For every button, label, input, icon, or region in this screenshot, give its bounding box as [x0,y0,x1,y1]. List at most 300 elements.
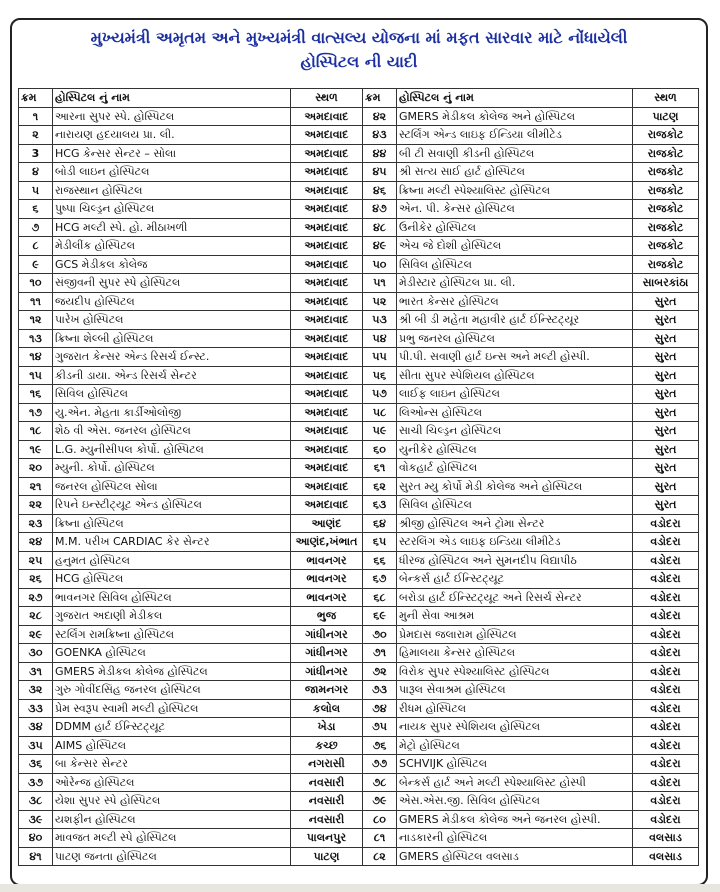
hospital-city: વડોદરા [633,755,699,774]
hospital-city: સુરત [633,348,699,367]
hospital-name: રાજસ્થાન હોસ્પિટલ [53,181,291,200]
table-header-row [19,89,699,108]
entry-number: ૫૬ [363,366,397,385]
entry-number: ૨૮ [19,607,53,626]
hospital-city: રાજકોટ [633,218,699,237]
table-row [19,570,699,589]
entry-number: ૨૭ [19,588,53,607]
hospital-name: શ્રીજી હોસ્પિટલ અને ટ્રોમા સેન્ટર [397,514,633,533]
hospital-name: બા કેન્સર સેન્ટર [53,755,291,774]
hospital-name: યુનીકેર હોસ્પિટલ [397,440,633,459]
table-row [19,218,699,237]
hospital-city: રાજકોટ [633,144,699,163]
header-no-right: ક્રમ [363,89,397,108]
entry-number: ૪૮ [363,218,397,237]
hospital-name: પ્રેમદાસ જલારામ હોસ્પિટલ [397,625,633,644]
title-line-1: મુખ્યમંત્રી અમૃતમ અને મુખ્યમંત્રી વાત્સલ્ય યોજના માં મફત સારવાર માટે નોંધાયેલી [90,28,628,47]
entry-number: ૬૦ [363,440,397,459]
hospital-city: રાજકોટ [633,237,699,256]
hospital-name: નાયક સુપર સ્પેશિયલ હોસ્પિટલ [397,718,633,737]
hospital-name: ગુરુ ગોવીંદસિંહ જનરલ હોસ્પિટલ [53,681,291,700]
page-title [10,26,708,74]
hospital-name: રીધમ હોસ્પિટલ [397,699,633,718]
entry-number: ૪૦ [19,829,53,848]
hospital-name: પ્રભુ જનરલ હોસ્પિટલ [397,329,633,348]
table-row [19,755,699,774]
hospital-city: સુરત [633,496,699,515]
entry-number: ૭ [19,218,53,237]
hospital-city: ભાવનગર [291,588,363,607]
hospital-city: અમદાવાદ [291,366,363,385]
hospital-city: વડોદરા [633,644,699,663]
hospital-city: અમદાવાદ [291,459,363,478]
header-name-right: હોસ્પિટલ નું નામ [397,89,633,108]
entry-number: ૩૭ [19,773,53,792]
hospital-name: યેશા સુપર સ્પે હોસ્પિટલ [53,792,291,811]
hospital-name: પારેખ હોસ્પિટલ [53,311,291,330]
header-city-left: સ્થળ [291,89,363,108]
entry-number: ૬૬ [363,551,397,570]
entry-number: 3 [19,144,53,163]
entry-number: ૬૯ [363,607,397,626]
hospital-name: શ્રી બી ડી મહેતા મહાવીર હાર્ટ ઈન્સ્ટિટ્યૂર [397,311,633,330]
entry-number: ૩૧ [19,662,53,681]
hospital-city: નગરાસી [291,755,363,774]
hospital-name: GMERS મેડીકલ કોલેજ અને હોસ્પિટલ [397,107,633,126]
entry-number: ૧૫ [19,366,53,385]
hospital-city: અમદાવાદ [291,422,363,441]
hospital-city: વલસાડ [633,829,699,848]
table-row [19,385,699,404]
entry-number: ૧૪ [19,348,53,367]
hospital-name: બેન્કર્સ હાર્ટ અને મલ્ટી સ્પેશ્યાલિસ્ટ હોસ્પી [397,773,633,792]
hospital-name: મેડીસ્ટાર હોસ્પિટલ પ્રા. લી. [397,274,633,293]
entry-number: ૫૪ [363,329,397,348]
table-row [19,422,699,441]
hospital-city: અમદાવાદ [291,311,363,330]
bottom-shadow [0,884,720,892]
entry-number: ૪૬ [363,181,397,200]
hospital-city: અમદાવાદ [291,107,363,126]
entry-number: ૬ [19,200,53,219]
hospital-name: રિપને ઇન્સ્ટીટ્યૂટ એન્ડ હોસ્પિટલ [53,496,291,515]
entry-number: ૩૯ [19,810,53,829]
entry-number: ૭૯ [363,792,397,811]
hospital-city: નવસારી [291,792,363,811]
hospital-city: પાલનપુર [291,829,363,848]
entry-number: ૬૫ [363,533,397,552]
entry-number: ૧૮ [19,422,53,441]
hospital-name: લિઓન્સ હોસ્પિટલ [397,403,633,422]
header-city-right: સ્થળ [633,89,699,108]
hospital-city: અમદાવાદ [291,274,363,293]
hospital-city: સુરત [633,440,699,459]
hospital-city: અમદાવાદ [291,126,363,145]
hospital-name: M.M. પરીખ CARDIAC કેર સેન્ટર [53,533,291,552]
hospital-city: વડોદરા [633,699,699,718]
hospital-name: HCG કેન્સર સેન્ટર – સોલા [53,144,291,163]
hospital-name: લાઈફ લાઇન હોસ્પિટલ [397,385,633,404]
hospital-city: સુરત [633,366,699,385]
hospital-city: અમદાવાદ [291,292,363,311]
hospital-name: પાટણ જનતા હોસ્પિટલ [53,847,291,866]
hospital-name: શ્રી સત્ય સાઈ હાર્ટ હોસ્પિટલ [397,163,633,182]
hospital-name: એસ.એસ.જી. સિવિલ હોસ્પિટલ [397,792,633,811]
hospital-name: ઓરેન્જ હોસ્પિટલ [53,773,291,792]
hospital-city: વડોદરા [633,514,699,533]
hospital-name: પારૂલ સેવાશ્રમ હોસ્પિટલ [397,681,633,700]
hospital-city: ખેડા [291,718,363,737]
hospital-name: પી.પી. સવાણી હાર્ટ ઇન્સ અને મલ્ટી હોસ્પી. [397,348,633,367]
hospital-name: માવજત મલ્ટી સ્પે હોસ્પિટલ [53,829,291,848]
entry-number: ૧૨ [19,311,53,330]
hospital-city: નવસારી [291,810,363,829]
hospital-city: સુરત [633,292,699,311]
entry-number: ૫ [19,181,53,200]
hospital-name: AIMS હોસ્પિટલ [53,736,291,755]
entry-number: ૫૧ [363,274,397,293]
hospital-name: HCG હોસ્પિટલ [53,570,291,589]
table-row [19,126,699,145]
hospital-name: હનુમત હોસ્પિટલ [53,551,291,570]
hospital-name: GMERS મેડીકલ કોલેજ અને જનરલ હોસ્પી. [397,810,633,829]
table-row [19,810,699,829]
hospital-name: મ્યુની. કોર્પો. હોસ્પિટલ [53,459,291,478]
hospital-name: આરના સુપર સ્પે. હોસ્પિટલ [53,107,291,126]
table-row [19,255,699,274]
entry-number: ૪૫ [363,163,397,182]
entry-number: ૫૮ [363,403,397,422]
hospital-name: નારાયણ હદયાલય પ્રા. લી. [53,126,291,145]
hospital-city: અમદાવાદ [291,477,363,496]
entry-number: ૬૮ [363,588,397,607]
hospital-name: SCHVIJK હોસ્પિટલ [397,755,633,774]
hospital-name: સ્ટર્લિંગ રામક્રિષ્ના હોસ્પિટલ [53,625,291,644]
hospital-city: ભાવનગર [291,551,363,570]
hospital-name: નાડકારની હોસ્પિટલ [397,829,633,848]
hospital-city: અમદાવાદ [291,163,363,182]
hospital-name: ગુજરાત કેન્સર એન્ડ રિસર્ચ ઈન્સ્ટ. [53,348,291,367]
hospital-city: વડોદરા [633,625,699,644]
table-row [19,144,699,163]
entry-number: ૧૯ [19,440,53,459]
table-row [19,681,699,700]
hospital-city: ગાંધીનગર [291,625,363,644]
entry-number: ૭૮ [363,773,397,792]
hospital-name: યશફીન હોસ્પિટલ [53,810,291,829]
hospital-city: સુરત [633,329,699,348]
table-row [19,329,699,348]
entry-number: ૭૪ [363,699,397,718]
entry-number: ૨૩ [19,514,53,533]
hospital-city: સુરત [633,403,699,422]
entry-number: ૭૦ [363,625,397,644]
hospital-table [18,88,699,866]
entry-number: ૧૦ [19,274,53,293]
table-row [19,699,699,718]
hospital-name: DDMM હાર્ટ ઈન્સ્ટિટ્યૂટ [53,718,291,737]
hospital-city: સાબરકાંઠા [633,274,699,293]
table-row [19,348,699,367]
table-row [19,847,699,866]
table-row [19,662,699,681]
hospital-name: ભારત કેન્સર હોસ્પિટલ [397,292,633,311]
table-row [19,718,699,737]
hospital-city: રાજકોટ [633,200,699,219]
entry-number: ૩૦ [19,644,53,663]
table-row [19,107,699,126]
hospital-name: બરોડા હાર્ટ ઈન્સ્ટિટ્યૂટ અને રિસર્ચ સેન્ટર [397,588,633,607]
table-row [19,533,699,552]
hospital-city: સુરત [633,459,699,478]
hospital-name: જનરલ હોસ્પિટલ સોલા [53,477,291,496]
hospital-name: ઉનીકેર હોસ્પિટલ [397,218,633,237]
entry-number: ૮૨ [363,847,397,866]
hospital-name: સુરત મ્યુ કોર્પો મેડી કોલેજ અને હોસ્પિટલ [397,477,633,496]
entry-number: ૬૪ [363,514,397,533]
entry-number: ૫૯ [363,422,397,441]
entry-number: ૩૮ [19,792,53,811]
hospital-name: સીતા સુપર સ્પેશિયલ હોસ્પિટલ [397,366,633,385]
entry-number: ૩૩ [19,699,53,718]
entry-number: ૫૨ [363,292,397,311]
title-line-2: હોસ્પિટલ ની યાદી [300,52,418,71]
hospital-city: વડોદરા [633,533,699,552]
hospital-name: ધીરજ હોસ્પિટલ અને સુમનદીપ વિદ્યાપીઠ [397,551,633,570]
hospital-name: ભાવનગર સિવિલ હોસ્પિટલ [53,588,291,607]
table-row [19,588,699,607]
hospital-city: રાજકોટ [633,255,699,274]
hospital-name: વિરોક સુપર સ્પેશ્યાલિસ્ટ હોસ્પિટલ [397,662,633,681]
hospital-name: મેટ્રો હોસ્પિટલ [397,736,633,755]
hospital-name: સંજીવની સુપર સ્પે હોસ્પિટલ [53,274,291,293]
hospital-city: આણંદ,ખંભાત [291,533,363,552]
table-row [19,792,699,811]
hospital-name: GMERS મેડીકલ કોલેજ હોસ્પિટલ [53,662,291,681]
hospital-city: અમદાવાદ [291,255,363,274]
hospital-name: હિમાલયા કેન્સર હોસ્પિટલ [397,644,633,663]
hospital-city: સુરત [633,385,699,404]
hospital-name: સિવિલ હોસ્પિટલ [397,255,633,274]
table-row [19,607,699,626]
entry-number: ૩૨ [19,681,53,700]
entry-number: ૪૩ [363,126,397,145]
entry-number: ૪૪ [363,144,397,163]
entry-number: ૪૭ [363,200,397,219]
entry-number: ૨૨ [19,496,53,515]
hospital-city: અમદાવાદ [291,237,363,256]
table-row [19,459,699,478]
entry-number: ૧૭ [19,403,53,422]
hospital-city: વડોદરા [633,570,699,589]
table-row [19,736,699,755]
hospital-name: બોડી લાઇન હોસ્પિટલ [53,163,291,182]
entry-number: ૨૬ [19,570,53,589]
hospital-name: બી ટી સવાણી કીડની હોસ્પિટલ [397,144,633,163]
entry-number: ૮૦ [363,810,397,829]
hospital-name: મુની સેવા આશ્રમ [397,607,633,626]
entry-number: ૧૧ [19,292,53,311]
hospital-name: પુષ્પા ચિલ્ડ્રન હોસ્પિટલ [53,200,291,219]
hospital-name: સિવિલ હોસ્પિટલ [397,496,633,515]
hospital-city: પાટણ [633,107,699,126]
table-row [19,829,699,848]
hospital-city: અમદાવાદ [291,144,363,163]
hospital-name: યુ.એન. મેહતા કાર્ડીઓલોજી [53,403,291,422]
entry-number: ૫૩ [363,311,397,330]
table-row [19,200,699,219]
hospital-city: રાજકોટ [633,181,699,200]
hospital-city: આણંદ [291,514,363,533]
table-row [19,366,699,385]
hospital-name: ક્રિષ્ના શેલ્બી હોસ્પિટલ [53,329,291,348]
hospital-name: HCG મલ્ટી સ્પે. હો. મીઠાખળી [53,218,291,237]
hospital-city: ગાંધીનગર [291,644,363,663]
table-row [19,163,699,182]
hospital-city: અમદાવાદ [291,218,363,237]
hospital-city: રાજકોટ [633,163,699,182]
hospital-name: GMERS હોસ્પિટલ વલસાડ [397,847,633,866]
hospital-name: શેઠ વી એસ. જનરલ હોસ્પિટલ [53,422,291,441]
hospital-city: વડોદરા [633,792,699,811]
hospital-city: અમદાવાદ [291,403,363,422]
hospital-city: જામનગર [291,681,363,700]
entry-number: ૩૬ [19,755,53,774]
hospital-name: મેડીલીંક હોસ્પિટલ [53,237,291,256]
table-row [19,625,699,644]
header-name-left: હોસ્પિટલ નું નામ [53,89,291,108]
hospital-city: ભુજ [291,607,363,626]
hospital-name: ક્રિષ્ના મલ્ટી સ્પેશ્યાલિસ્ટ હોસ્પિટલ [397,181,633,200]
hospital-name: GCS મેડીકલ કોલેજ [53,255,291,274]
hospital-city: નવસારી [291,773,363,792]
table-row [19,644,699,663]
entry-number: ૨૧ [19,477,53,496]
hospital-city: વડોદરા [633,588,699,607]
table-row [19,440,699,459]
table-row [19,514,699,533]
table-row [19,311,699,330]
entry-number: ૬૧ [363,459,397,478]
hospital-city: વડોદરા [633,773,699,792]
header-no-left: ક્રમ [19,89,53,108]
table-body [19,107,699,866]
hospital-city: સુરત [633,311,699,330]
table-row [19,773,699,792]
hospital-city: વડોદરા [633,662,699,681]
hospital-name: વોકહાર્ટ હોસ્પિટલ [397,459,633,478]
hospital-name: બેન્કર્સ હાર્ટ ઈન્સ્ટિટ્યૂટ [397,570,633,589]
entry-number: ૨૯ [19,625,53,644]
hospital-city: સુરત [633,422,699,441]
hospital-city: પાટણ [291,847,363,866]
hospital-city: સુરત [633,477,699,496]
entry-number: ૧૬ [19,385,53,404]
table-row [19,551,699,570]
entry-number: ૭૫ [363,718,397,737]
entry-number: ૨૫ [19,551,53,570]
hospital-city: અમદાવાદ [291,329,363,348]
hospital-name: ક્રિષ્ના હોસ્પિટલ [53,514,291,533]
hospital-name: પ્રેમ સ્વરૂપ સ્વામી મલ્ટી હોસ્પિટલ [53,699,291,718]
entry-number: ૭૬ [363,736,397,755]
table-row [19,237,699,256]
hospital-city: કચ્છ [291,736,363,755]
table-row [19,496,699,515]
hospital-city: વડોદરા [633,810,699,829]
table-row [19,274,699,293]
hospital-city: વડોદરા [633,736,699,755]
entry-number: ૫૫ [363,348,397,367]
entry-number: ૯ [19,255,53,274]
hospital-city: અમદાવાદ [291,181,363,200]
hospital-name: L.G. મ્યુનીસીપલ કોર્પો. હોસ્પિટલ [53,440,291,459]
entry-number: ૫૦ [363,255,397,274]
hospital-name: એન. પી. કેન્સર હોસ્પિટલ [397,200,633,219]
entry-number: ૮૧ [363,829,397,848]
hospital-city: કલોલ [291,699,363,718]
hospital-city: અમદાવાદ [291,385,363,404]
hospital-name: ગુજરાત અદાણી મેડીકલ [53,607,291,626]
entry-number: ૩૫ [19,736,53,755]
entry-number: ૫૭ [363,385,397,404]
hospital-name: સિવિલ હોસ્પિટલ [53,385,291,404]
hospital-city: વડોદરા [633,607,699,626]
hospital-city: અમદાવાદ [291,440,363,459]
hospital-city: અમદાવાદ [291,200,363,219]
table-row [19,403,699,422]
hospital-city: ગાંધીનગર [291,662,363,681]
entry-number: ૨ [19,126,53,145]
entry-number: ૭૩ [363,681,397,700]
hospital-name: એચ જે દોશી હોસ્પિટલ [397,237,633,256]
hospital-name: સ્ટર્લિંગ એન્ડ લાઇફ ઈન્ડિયા લીમીટેડ [397,126,633,145]
hospital-city: વડોદરા [633,681,699,700]
entry-number: ૪૧ [19,847,53,866]
hospital-city: વડોદરા [633,551,699,570]
hospital-city: અમદાવાદ [291,348,363,367]
entry-number: ૪૯ [363,237,397,256]
table-row [19,292,699,311]
entry-number: ૪ [19,163,53,182]
entry-number: ૬૭ [363,570,397,589]
entry-number: ૧૩ [19,329,53,348]
hospital-name: GOENKA હોસ્પિટલ [53,644,291,663]
entry-number: ૮ [19,237,53,256]
entry-number: ૨૦ [19,459,53,478]
entry-number: ૬૨ [363,477,397,496]
entry-number: ૨૪ [19,533,53,552]
hospital-city: ભાવનગર [291,570,363,589]
hospital-name: સ્ટરલિંગ એડ લાઇફ ઇન્ડિયા લીમીટેડ [397,533,633,552]
entry-number: ૭૧ [363,644,397,663]
entry-number: ૧ [19,107,53,126]
entry-number: ૪૨ [363,107,397,126]
hospital-city: વલસાડ [633,847,699,866]
hospital-city: વડોદરા [633,718,699,737]
hospital-city: રાજકોટ [633,126,699,145]
entry-number: ૭૨ [363,662,397,681]
hospital-name: કીડની ડાયા. એન્ડ રિસર્ચ સેન્ટર [53,366,291,385]
entry-number: ૭૭ [363,755,397,774]
hospital-city: અમદાવાદ [291,496,363,515]
entry-number: ૩૪ [19,718,53,737]
table-row [19,477,699,496]
hospital-name: સાચી ચિલ્ડ્રન હોસ્પિટલ [397,422,633,441]
hospital-name: જયદીપ હોસ્પિટલ [53,292,291,311]
entry-number: ૬૩ [363,496,397,515]
table-row [19,181,699,200]
